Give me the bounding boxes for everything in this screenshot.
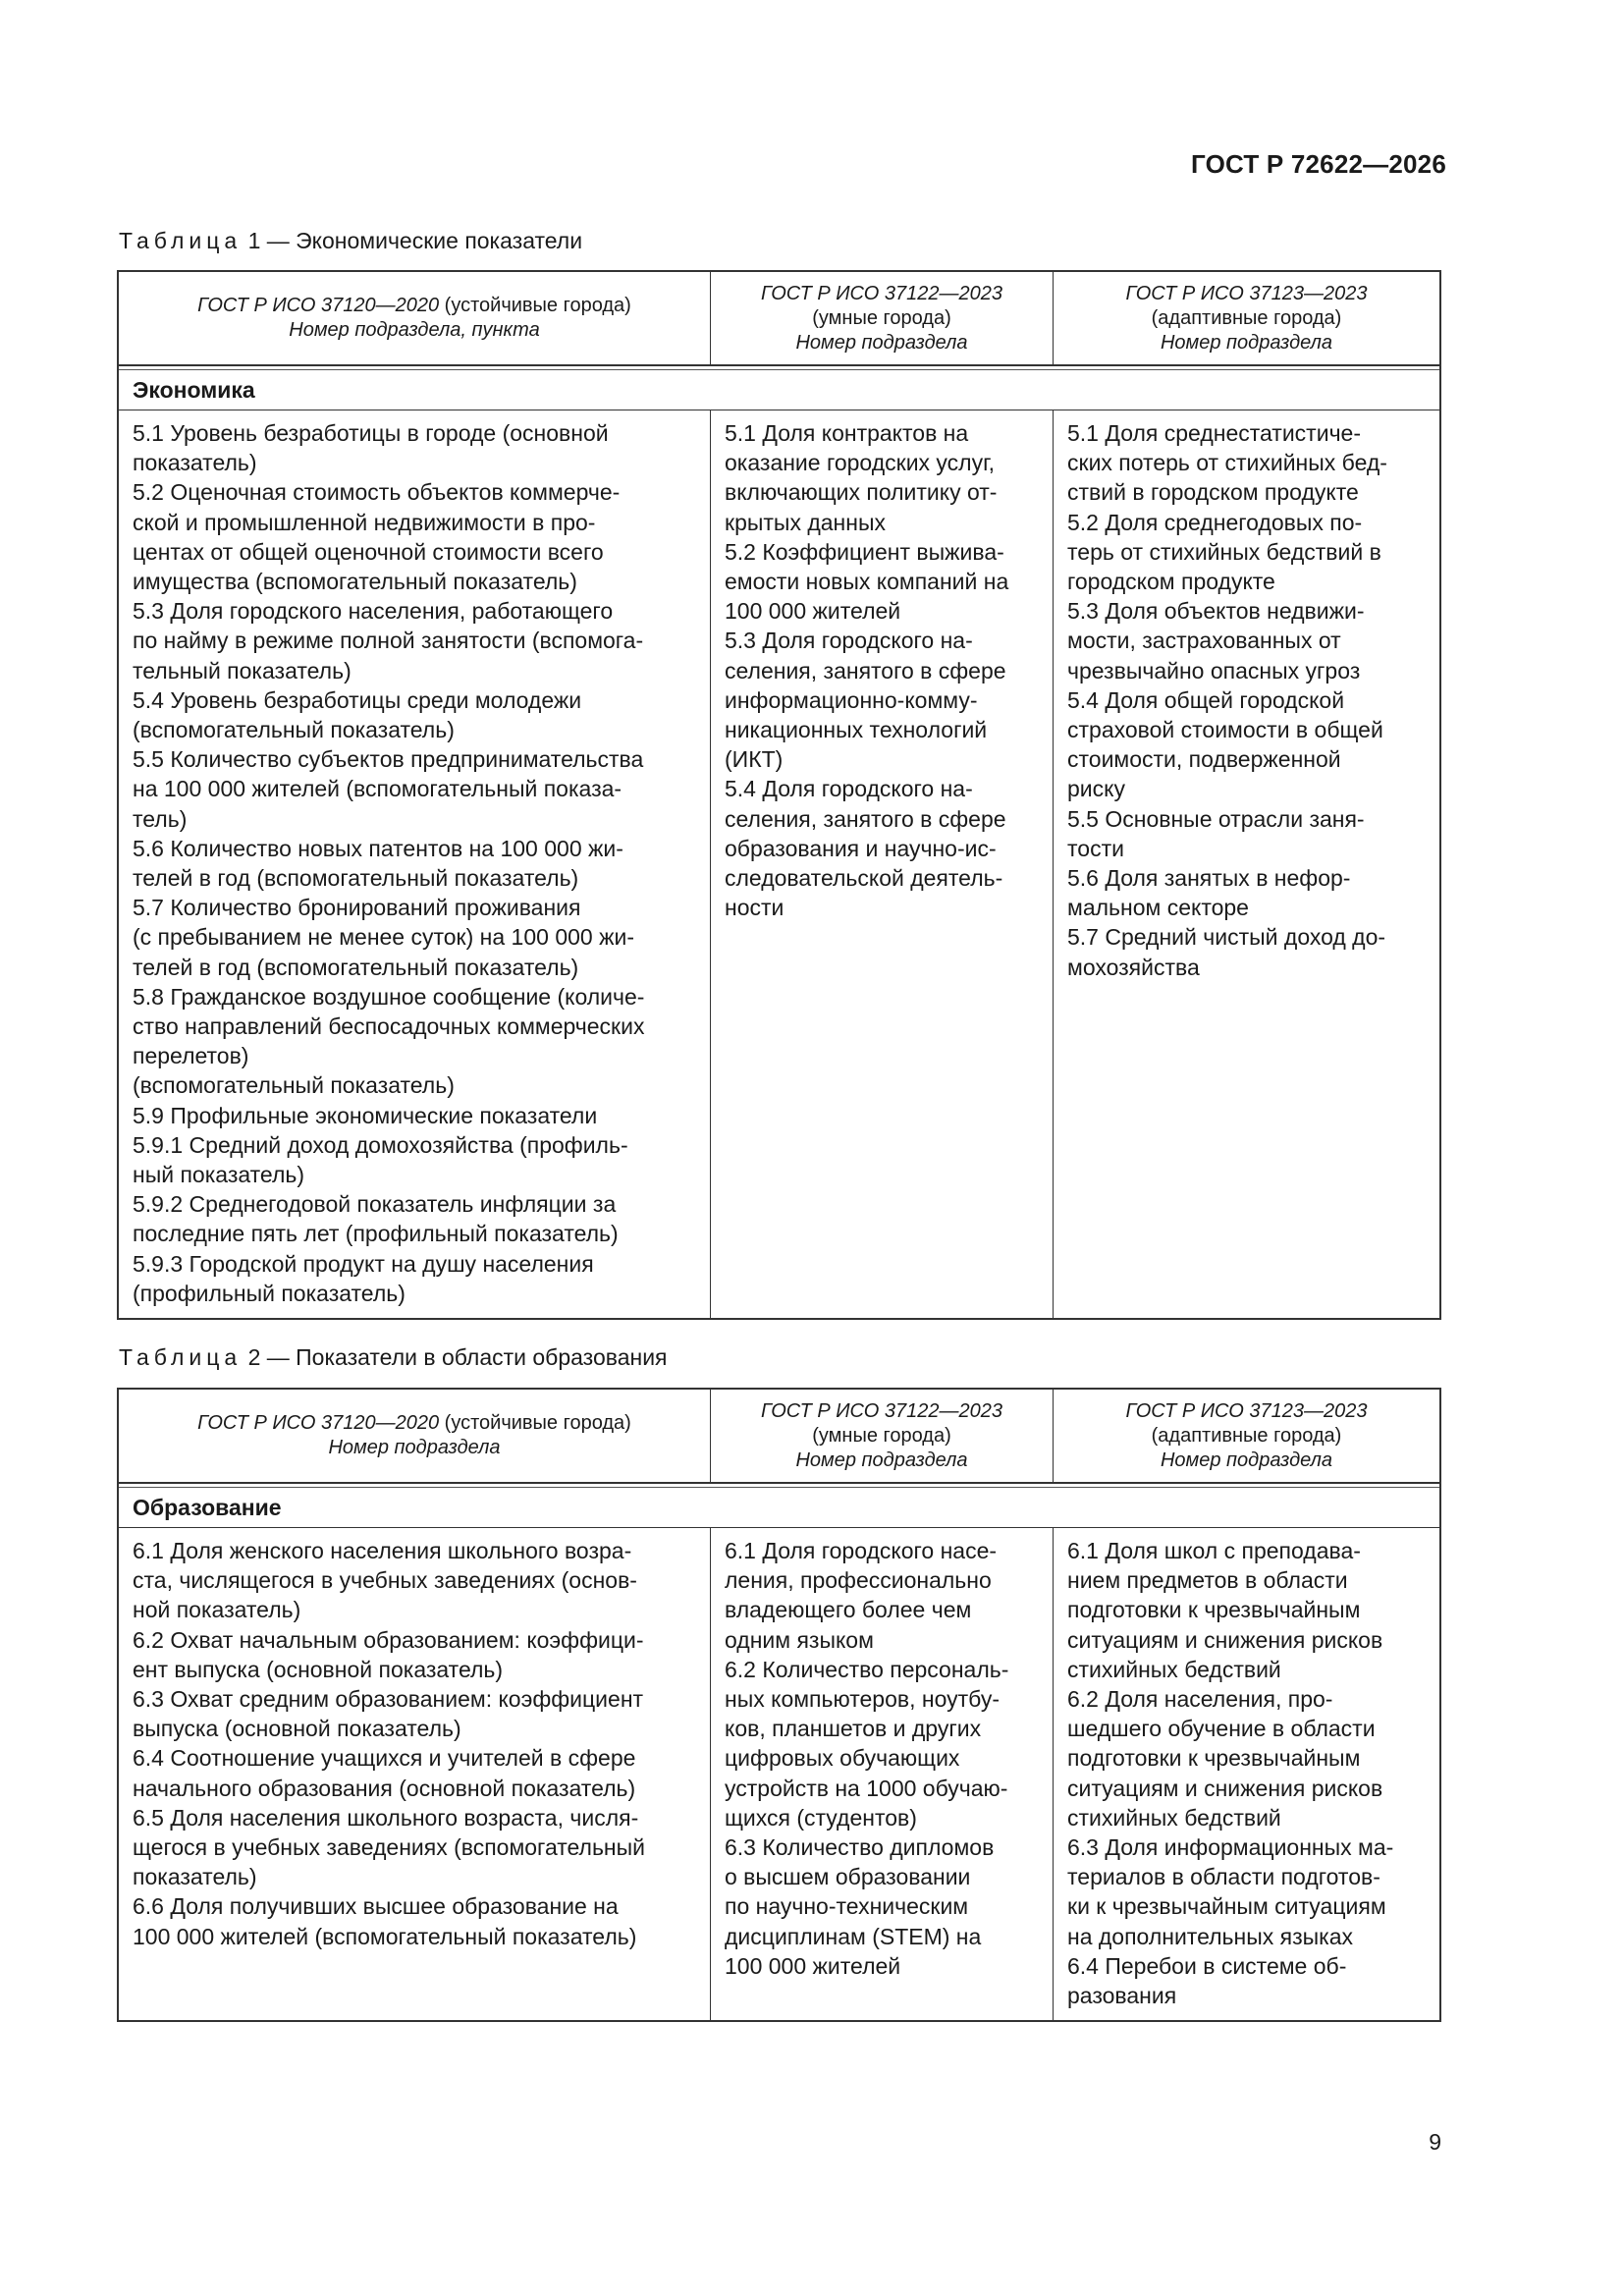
header-subtitle: Номер подраздела xyxy=(795,1449,968,1471)
cell-line: тости xyxy=(1067,835,1124,861)
cell-line: риску xyxy=(1067,776,1125,802)
cell-line: 5.1 Доля контрактов на xyxy=(725,420,969,446)
caption-text: 1 — Экономические показатели xyxy=(242,228,583,253)
cell-line: телей в год (вспомогательный показатель) xyxy=(133,865,579,892)
table-body xyxy=(119,1528,1439,2020)
standard-ref: ГОСТ Р ИСО 37123—2023 xyxy=(1125,282,1368,304)
cell-line: ста, числящегося в учебных заведениях (основ- xyxy=(133,1567,637,1594)
cell-line: 100 000 жителей xyxy=(725,598,901,625)
cell-line: 5.6 Количество новых патентов на 100 000 жи- xyxy=(133,835,623,861)
cell-line: ков, планшетов и других xyxy=(725,1716,982,1742)
cell-line: 6.3 Охват средним образованием: коэффициент xyxy=(133,1686,644,1713)
cell-line: 5.4 Уровень безработицы среди молодежи xyxy=(133,686,582,713)
cell-line: шедшего обучение в области xyxy=(1067,1716,1376,1742)
cell-line: чрезвычайно опасных угроз xyxy=(1067,657,1361,683)
standard-ref: ГОСТ Р ИСО 37122—2023 xyxy=(761,1399,1002,1422)
cell-line: городском продукте xyxy=(1067,569,1275,595)
cell-line: мости, застрахованных от xyxy=(1067,628,1341,654)
cell-line: 6.2 Количество персональ- xyxy=(725,1656,1009,1682)
column-37122 xyxy=(710,1528,1053,2020)
cell-line: ствий в городском продукте xyxy=(1067,479,1359,506)
cell-line: ления, профессионально xyxy=(725,1567,992,1594)
cell-line: (ИКТ) xyxy=(725,746,784,773)
cell-line: ности xyxy=(725,895,784,921)
cell-line: образования и научно-ис- xyxy=(725,835,997,861)
cell-line: 5.8 Гражданское воздушное сообщение (количе- xyxy=(133,983,645,1010)
cell-line: 6.4 Соотношение учащихся и учителей в сфере xyxy=(133,1745,636,1772)
cell-line: оказание городских услуг, xyxy=(725,450,996,476)
cell-line: мальном секторе xyxy=(1067,895,1249,921)
cell-line: ных компьютеров, ноутбу- xyxy=(725,1686,1000,1713)
column-37120 xyxy=(119,1528,710,2020)
cell-line: ный показатель) xyxy=(133,1162,305,1188)
cell-line: тель) xyxy=(133,805,188,832)
header-cell-37120 xyxy=(119,272,710,364)
standard-desc: (устойчивые города) xyxy=(439,1412,631,1434)
cell-line: показатель) xyxy=(133,450,257,476)
cell-line: перелетов) xyxy=(133,1043,249,1069)
cell-line: подготовки к чрезвычайным xyxy=(1067,1745,1361,1772)
cell-line: 5.9 Профильные экономические показатели xyxy=(133,1102,598,1128)
table-1-caption xyxy=(119,228,582,254)
cell-line: 5.3 Доля городского населения, работающего xyxy=(133,598,614,625)
cell-line: ских потерь от стихийных бед- xyxy=(1067,450,1387,476)
cell-line: следовательской деятель- xyxy=(725,865,1003,892)
cell-line: 5.1 Доля среднестатистиче- xyxy=(1067,420,1361,446)
cell-line: на 100 000 жителей (вспомогательный показа- xyxy=(133,776,622,802)
cell-line: по научно-техническим xyxy=(725,1893,969,1920)
cell-line: 6.1 Доля женского населения школьного возра- xyxy=(133,1538,632,1563)
cell-line: устройств на 1000 обучаю- xyxy=(725,1775,1008,1801)
cell-line: последние пять лет (профильный показатель) xyxy=(133,1221,619,1247)
cell-line: по найму в режиме полной занятости (вспомога- xyxy=(133,628,644,654)
cell-line: ной показатель) xyxy=(133,1597,301,1623)
cell-line: 100 000 жителей xyxy=(725,1952,901,1979)
standard-ref: ГОСТ Р ИСО 37120—2020 xyxy=(197,295,440,316)
cell-line: ки к чрезвычайным ситуациям xyxy=(1067,1893,1386,1920)
cell-line: 5.2 Коэффициент выжива- xyxy=(725,538,1004,565)
header-subtitle: Номер подраздела, пункта xyxy=(289,319,540,341)
cell-line: о высшем образовании xyxy=(725,1864,971,1890)
cell-line: териалов в области подготов- xyxy=(1067,1864,1380,1890)
cell-line: щегося в учебных заведениях (вспомогательный xyxy=(133,1834,646,1861)
page-number: 9 xyxy=(1429,2129,1441,2155)
table-2 xyxy=(117,1388,1441,2022)
cell-line: 6.6 Доля получивших высшее образование на xyxy=(133,1893,619,1920)
section-title: Образование xyxy=(119,1488,1439,1528)
standard-desc: (умные города) xyxy=(812,1424,951,1447)
cell-line: одним языком xyxy=(725,1626,874,1653)
column-37123 xyxy=(1053,410,1439,1318)
cell-line: информационно-комму- xyxy=(725,686,978,713)
cell-line: селения, занятого в сфере xyxy=(725,657,1006,683)
table-header xyxy=(119,272,1439,366)
caption-text: 2 — Показатели в области образования xyxy=(242,1344,668,1370)
cell-line: 5.2 Оценочная стоимость объектов коммерче- xyxy=(133,479,621,506)
cell-line: стихийных бедствий xyxy=(1067,1656,1281,1682)
cell-line: 100 000 жителей (вспомогательный показатель) xyxy=(133,1923,637,1949)
cell-line: ситуациям и снижения рисков xyxy=(1067,1775,1383,1801)
cell-line: стоимости, подверженной xyxy=(1067,746,1341,773)
cell-line: мохозяйства xyxy=(1067,954,1200,980)
cell-line: (профильный показатель) xyxy=(133,1280,406,1306)
caption-prefix: Таблица xyxy=(119,1344,243,1370)
header-subtitle: Номер подраздела xyxy=(1160,331,1333,354)
column-37122 xyxy=(710,410,1053,1318)
cell-line: терь от стихийных бедствий в xyxy=(1067,538,1381,565)
cell-line: 5.4 Доля общей городской xyxy=(1067,686,1345,713)
cell-line: емости новых компаний на xyxy=(725,569,1009,595)
cell-line: 5.7 Средний чистый доход до- xyxy=(1067,924,1386,951)
table-header xyxy=(119,1390,1439,1484)
cell-line: ство направлений беспосадочных коммерческих xyxy=(133,1013,645,1040)
cell-line: 5.9.1 Средний доход домохозяйства (профиль- xyxy=(133,1131,628,1158)
cell-line: (с пребыванием не менее суток) на 100 000 жи- xyxy=(133,924,634,951)
cell-line: нием предметов в области xyxy=(1067,1567,1348,1594)
cell-line: 5.9.3 Городской продукт на душу населения xyxy=(133,1250,594,1277)
header-cell-37123 xyxy=(1053,1390,1439,1482)
cell-line: тельный показатель) xyxy=(133,657,352,683)
cell-line: страховой стоимости в общей xyxy=(1067,717,1383,743)
cell-line: 6.3 Количество дипломов xyxy=(725,1834,995,1861)
cell-line: 6.1 Доля городского насе- xyxy=(725,1538,998,1563)
cell-line: разования xyxy=(1067,1983,1177,2009)
caption-prefix: Таблица xyxy=(119,228,243,253)
cell-line: никационных технологий xyxy=(725,717,988,743)
cell-line: 5.3 Доля объектов недвижи- xyxy=(1067,598,1365,625)
cell-line: начального образования (основной показатель) xyxy=(133,1775,636,1801)
cell-line: ской и промышленной недвижимости в про- xyxy=(133,509,596,535)
standard-desc: (адаптивные города) xyxy=(1151,306,1342,329)
standard-ref: ГОСТ Р ИСО 37122—2023 xyxy=(761,282,1002,304)
cell-line: 5.9.2 Среднегодовой показатель инфляции за xyxy=(133,1191,617,1218)
cell-line: 6.2 Доля населения, про- xyxy=(1067,1686,1333,1713)
column-37120 xyxy=(119,410,710,1318)
column-37123 xyxy=(1053,1528,1439,2020)
cell-line: дисциплинам (STEM) на xyxy=(725,1923,982,1949)
cell-line: 6.2 Охват начальным образованием: коэффици- xyxy=(133,1626,644,1653)
header-cell-37122 xyxy=(710,1390,1053,1482)
cell-line: 6.1 Доля школ с преподава- xyxy=(1067,1538,1361,1563)
cell-line: 5.4 Доля городского на- xyxy=(725,776,973,802)
cell-line: 6.4 Перебои в системе об- xyxy=(1067,1952,1347,1979)
cell-line: стихийных бедствий xyxy=(1067,1804,1281,1831)
cell-line: цифровых обучающих xyxy=(725,1745,960,1772)
cell-line: ситуациям и снижения рисков xyxy=(1067,1626,1383,1653)
cell-line: имущества (вспомогательный показатель) xyxy=(133,569,577,595)
standard-desc: (умные города) xyxy=(812,306,951,329)
cell-line: крытых данных xyxy=(725,509,886,535)
cell-line: включающих политику от- xyxy=(725,479,998,506)
header-cell-37122 xyxy=(710,272,1053,364)
cell-line: телей в год (вспомогательный показатель) xyxy=(133,954,579,980)
document-code: ГОСТ Р 72622—2026 xyxy=(1191,149,1446,179)
table-2-caption xyxy=(119,1344,668,1371)
cell-line: 6.5 Доля населения школьного возраста, числя- xyxy=(133,1804,639,1831)
cell-line: (вспомогательный показатель) xyxy=(133,1072,455,1099)
cell-line: подготовки к чрезвычайным xyxy=(1067,1597,1361,1623)
cell-line: (вспомогательный показатель) xyxy=(133,717,455,743)
standard-desc: (адаптивные города) xyxy=(1151,1424,1342,1447)
header-cell-37120 xyxy=(119,1390,710,1482)
header-subtitle: Номер подраздела xyxy=(795,331,968,354)
cell-line: селения, занятого в сфере xyxy=(725,805,1006,832)
cell-line: ент выпуска (основной показатель) xyxy=(133,1656,504,1682)
table-1 xyxy=(117,270,1441,1320)
cell-line: владеющего более чем xyxy=(725,1597,972,1623)
header-subtitle: Номер подраздела xyxy=(328,1437,501,1458)
cell-line: 5.1 Уровень безработицы в городе (основной xyxy=(133,420,609,446)
header-subtitle: Номер подраздела xyxy=(1160,1449,1333,1471)
cell-line: 5.2 Доля среднегодовых по- xyxy=(1067,509,1363,535)
cell-line: 6.3 Доля информационных ма- xyxy=(1067,1834,1394,1861)
cell-line: 5.5 Количество субъектов предпринимательства xyxy=(133,746,644,773)
table-body xyxy=(119,410,1439,1318)
cell-line: 5.7 Количество бронирований проживания xyxy=(133,895,581,921)
standard-desc: (устойчивые города) xyxy=(439,295,631,316)
cell-line: центах от общей оценочной стоимости всего xyxy=(133,538,604,565)
section-title: Экономика xyxy=(119,370,1439,410)
cell-line: щихся (студентов) xyxy=(725,1804,917,1831)
standard-ref: ГОСТ Р ИСО 37120—2020 xyxy=(197,1412,440,1434)
cell-line: 5.6 Доля занятых в нефор- xyxy=(1067,865,1351,892)
cell-line: 5.5 Основные отрасли заня- xyxy=(1067,805,1365,832)
standard-ref: ГОСТ Р ИСО 37123—2023 xyxy=(1125,1399,1368,1422)
cell-line: на дополнительных языках xyxy=(1067,1923,1354,1949)
cell-line: выпуска (основной показатель) xyxy=(133,1716,461,1742)
cell-line: 5.3 Доля городского на- xyxy=(725,628,973,654)
cell-line: показатель) xyxy=(133,1864,257,1890)
header-cell-37123 xyxy=(1053,272,1439,364)
